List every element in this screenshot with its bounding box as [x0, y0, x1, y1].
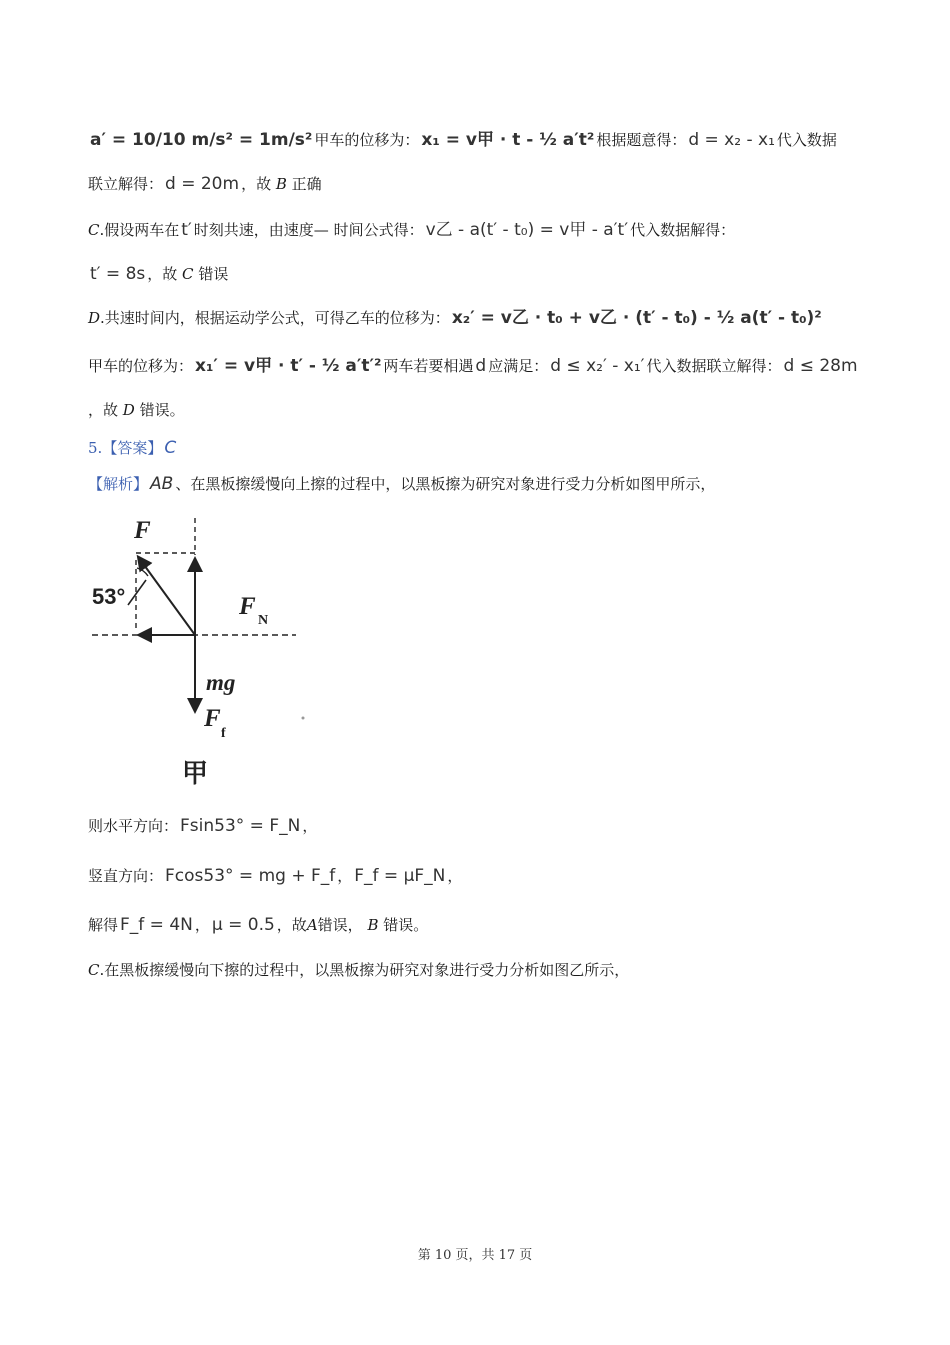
analysis-tag: 【解析】 [88, 475, 149, 493]
text-line-12 [88, 913, 428, 937]
label-mg: mg [206, 670, 236, 695]
page-footer: 第 10 页，共 17 页 [417, 1248, 533, 1263]
formula: d [475, 356, 487, 376]
formula: d = x₂ - x₁ [688, 130, 775, 150]
text: ，故 [276, 916, 307, 934]
text: .在黑板擦缓慢向下擦的过程中，以黑板擦为研究对象进行受力分析如图乙所示， [99, 961, 630, 979]
text: 竖直方向： [88, 867, 164, 885]
text-line-1 [88, 128, 837, 152]
text-line-11 [88, 864, 462, 888]
text: ， [447, 867, 463, 885]
analysis-line [88, 472, 715, 496]
text-line-13 [88, 958, 629, 982]
answer-tag: 【答案】 [102, 439, 163, 457]
option-letter: B [275, 175, 287, 193]
label-Ff: F [204, 705, 221, 732]
label-FN-subscript: N [258, 613, 269, 628]
answer-value: C [164, 438, 177, 458]
option-letter: C [182, 265, 194, 283]
option-letter: D [88, 309, 101, 327]
formula: Fcos53° = mg + F_f [165, 866, 336, 886]
text: ， [194, 916, 210, 934]
text: ， [337, 867, 353, 885]
option-letter: C [88, 961, 100, 979]
label-F: F [134, 517, 151, 544]
formula: t′ [181, 220, 192, 240]
option-letter: C [88, 221, 100, 239]
text: 代入数据联立解得： [646, 357, 782, 375]
formula: x₁′ = v甲 · t′ - ½ a′t′² [195, 356, 382, 376]
text: 错误。 [383, 916, 429, 934]
label-FN: F [239, 593, 256, 620]
text: 甲车的位移为： [314, 131, 420, 149]
formula: v乙 - a(t′ - t₀) = v甲 - a′t′ [425, 220, 629, 240]
text-line-5 [88, 306, 824, 330]
answer-line [88, 436, 178, 460]
force-F-arrow [139, 558, 195, 635]
text: 代入数据解得： [630, 221, 736, 239]
text: ，故 [147, 265, 178, 283]
label-angle: 53° [92, 584, 126, 609]
text: 错误 [198, 265, 229, 283]
text: 代入数据 [776, 131, 837, 149]
text-line-10 [88, 814, 317, 838]
text: 联立解得： [88, 175, 164, 193]
text: 则水平方向： [88, 817, 179, 835]
text: ， [302, 817, 318, 835]
text-line-6 [88, 354, 860, 378]
formula: x₁ = v甲 · t - ½ a′t² [421, 130, 595, 150]
text: 应满足： [488, 357, 549, 375]
text: 时刻共速，由速度— 时间公式得： [193, 221, 424, 239]
text-line-4 [88, 262, 228, 286]
text: 、在黑板擦缓慢向上擦的过程中，以黑板擦为研究对象进行受力分析如图甲所示， [175, 475, 716, 493]
text-line-2 [88, 172, 322, 196]
text: 错误。 [139, 401, 185, 419]
text: .共速时间内，根据运动学公式，可得乙车的位移为： [100, 309, 450, 327]
label-Ff-subscript: f [221, 726, 226, 741]
angle-pointer [128, 580, 146, 605]
text: 甲车的位移为： [88, 357, 194, 375]
text: 解得 [88, 916, 119, 934]
text: 正确 [291, 175, 322, 193]
question-number: 5. [88, 439, 103, 457]
text-line-7 [88, 398, 185, 422]
option-letter: D [122, 401, 135, 419]
formula: t′ = 8s [90, 264, 146, 284]
formula: d ≤ 28m [783, 356, 858, 376]
formula: d ≤ x₂′ - x₁′ [550, 356, 645, 376]
formula: Fsin53° = F_N [180, 816, 301, 836]
formula: x₂′ = v乙 · t₀ + v乙 · (t′ - t₀) - ½ a(t′ - t₀)² [451, 308, 822, 328]
formula: d = 20m [165, 174, 240, 194]
option-letter: A [306, 916, 318, 934]
option-letter: AB [150, 474, 174, 494]
formula: μ = 0.5 [211, 915, 275, 935]
force-diagram [88, 510, 318, 795]
text-line-3 [88, 218, 735, 242]
option-letter: B [367, 916, 379, 934]
formula: F_f = 4N [120, 915, 193, 935]
text: ，故 [241, 175, 272, 193]
text: ，故 [88, 401, 119, 419]
stray-dot [302, 717, 305, 720]
text: 错误， [317, 916, 363, 934]
text: 两车若要相遇 [383, 357, 474, 375]
figure-caption: 甲 [182, 759, 209, 789]
formula: a′ = 10/10 m/s² = 1m/s² [90, 130, 313, 150]
text: 根据题意得： [596, 131, 687, 149]
formula: F_f = μF_N [354, 866, 446, 886]
text: .假设两车在 [99, 221, 180, 239]
